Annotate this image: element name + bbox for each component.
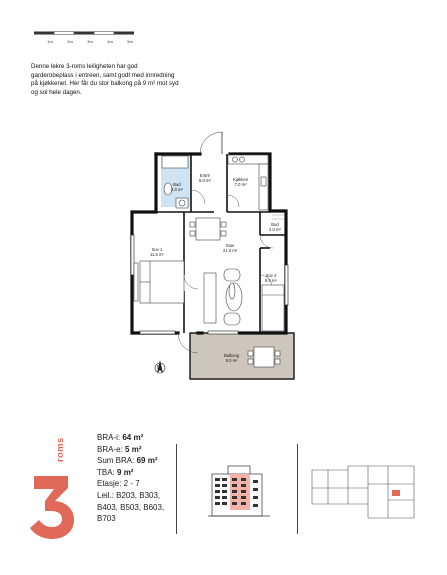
room-area: 8.5 m² <box>265 278 277 283</box>
spec-etasje: Etasje: 2 - 7 <box>97 479 140 489</box>
spec-sum-value: 69 m² <box>136 456 158 466</box>
room-label-bod <box>269 222 281 232</box>
room-count-badge <box>28 468 78 540</box>
room-label-kjokken <box>233 177 248 187</box>
room-name: Sov 2 <box>265 273 277 278</box>
site-plan-thumbnail <box>308 462 420 522</box>
spec-tba-label: TBA: <box>97 467 115 477</box>
scale-bar <box>32 28 142 50</box>
floor-plan <box>120 115 320 385</box>
scale-tick-2m: 2m <box>67 39 73 44</box>
spec-bra-i <box>97 432 187 444</box>
spec-leil-3: B703 <box>97 514 116 524</box>
scale-tick-1m: 1m <box>47 39 53 44</box>
building-elevation-graphic <box>208 460 270 518</box>
room-label-stue <box>223 243 237 253</box>
room-area: 5.0 m² <box>199 178 211 183</box>
room-area: 9.0 m² <box>225 358 238 363</box>
room-label-sov1 <box>150 247 164 257</box>
room-label-sov2 <box>265 273 277 283</box>
spec-sum-label: Sum BRA: <box>97 456 135 466</box>
spec-tba <box>97 467 187 479</box>
spec-bra-i-value: 64 m² <box>122 433 144 442</box>
spec-bra-i-label: BRA-i: <box>97 433 121 442</box>
room-area: 11.5 m² <box>150 252 164 257</box>
scale-tick-5m: 5m <box>127 39 133 44</box>
room-name: Bad <box>173 182 181 187</box>
room-label-balkong <box>224 353 239 363</box>
room-count-number-graphic <box>28 468 78 540</box>
room-count-unit: roms <box>55 437 66 462</box>
building-elevation-thumbnail <box>208 460 270 518</box>
divider <box>176 444 177 534</box>
spec-bra-e <box>97 444 187 456</box>
room-area: 7.0 m² <box>234 182 247 187</box>
room-name: Balkong <box>224 353 240 358</box>
room-name: Bod <box>271 222 279 227</box>
scale-tick-3m: 3m <box>87 39 93 44</box>
compass-label: N <box>157 365 161 371</box>
spec-leil-2: B403, B503, B603, <box>97 502 165 512</box>
room-label-entre <box>199 173 211 183</box>
apartment-description: Denne lekre 3-roms leiligheten har god garderobeplass i entreen, samt godt med innredning på kjøkkenet. Her får du stor balkong på 9 m² mot syd og sol hele dagen. <box>31 63 179 96</box>
room-name: Stue <box>225 243 235 248</box>
site-plan-graphic <box>308 462 420 522</box>
room-name: Kjøkken <box>233 177 249 182</box>
room-area: 4.0 m² <box>171 187 183 192</box>
spec-tba-value: 9 m² <box>117 467 134 477</box>
room-name: Entré <box>199 173 210 178</box>
scale-tick-4m: 4m <box>107 39 113 44</box>
room-label-bad <box>171 182 183 192</box>
spec-bra-e-value: 5 m² <box>125 444 142 454</box>
divider <box>297 444 298 534</box>
spec-sum-bra <box>97 455 187 467</box>
apartment-spec <box>97 432 187 525</box>
room-area: 2.0 m² <box>269 227 281 232</box>
spec-leil-1: Leil.: B203, B303, <box>97 490 161 500</box>
room-name: Sov 1 <box>151 247 163 252</box>
spec-bra-e-label: BRA-e: <box>97 444 123 454</box>
room-area: 21.0 m² <box>223 248 238 253</box>
